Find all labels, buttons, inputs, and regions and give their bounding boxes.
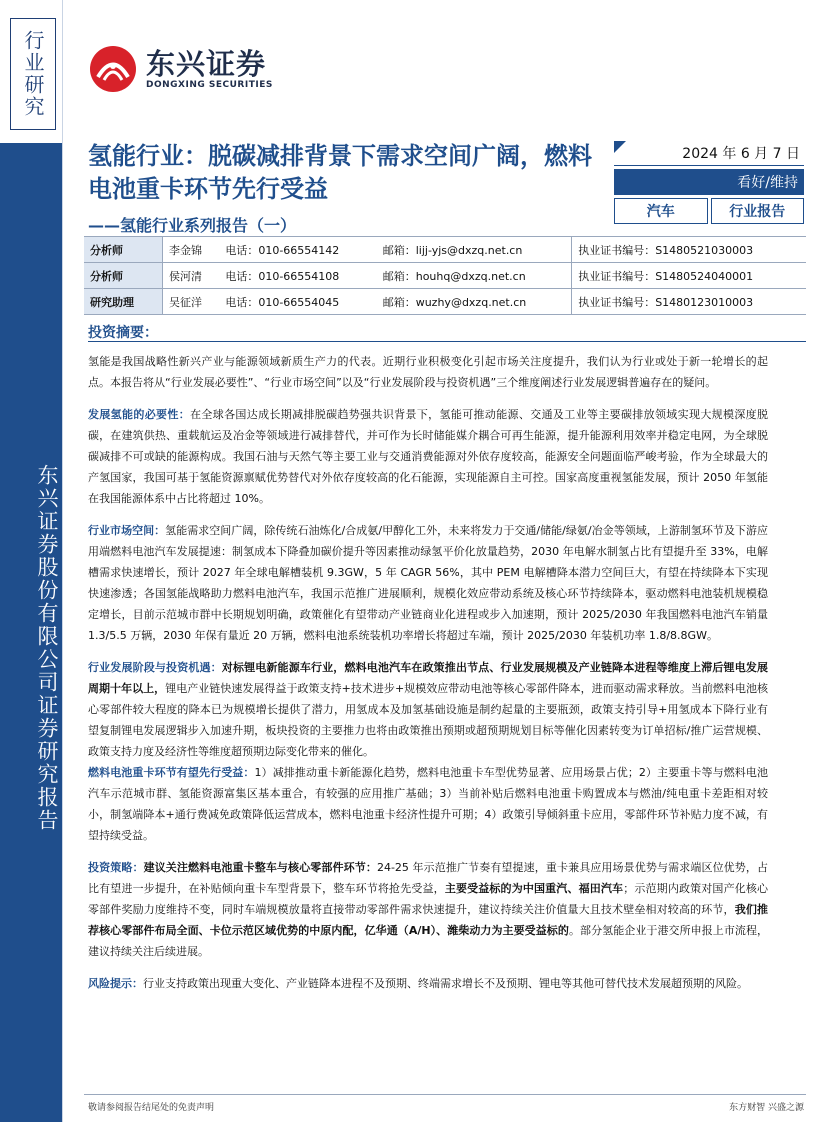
company-logo [88,44,273,94]
logo-cn-text: 东兴证券 [146,47,267,81]
paragraph-emphasis: 主要受益标的为中国重汽、福田汽车 [444,882,624,895]
logo-en-text: DONGXING SECURITIES [146,80,273,90]
analyst-phone: 电话：010-66554142 [219,237,376,263]
rating-badge: 看好/维持 [614,169,804,195]
analyst-email[interactable]: 邮箱：wuzhy@dxzq.net.cn [377,289,572,315]
analyst-cert: 执业证书编号：S1480123010003 [572,289,806,315]
report-type-tag: 行业报告 [711,198,805,224]
strategy-paragraph [88,857,768,962]
stage-paragraph [88,657,768,846]
paragraph-text: 1）减排推动重卡新能源化趋势，燃料电池重卡车型优势显著、应用场景占优；2）主要重卡等与燃料电池汽车示范城市群、氢能资源富集区基本重合，有较强的应用推广基础；3）当前补贴后燃料电池重卡购置成本与燃油/纯电重卡差距相对较小，制氢端降本+通行费减免政策降低运营成本，燃料电池重卡经济性提升可期；4）政策引导倾斜重卡应用，零部件环节补贴力度不减，有望持续受益。 [88,766,768,842]
abstract-body [88,351,768,1005]
market-paragraph [88,520,768,646]
report-date: 2024 年 6 月 7 日 [614,141,804,166]
analyst-role: 研究助理 [84,289,163,315]
paragraph-text: ；示范期内政策对国产化核心零部件奖励力度维持不变，同时车端规模放量将直接带动零部件需求快速提升，建议持续关注价值量大且技术壁垒相对较高的环节， [88,882,769,916]
intro-paragraph: 氢能是我国战略性新兴产业与能源领域新质生产力的代表。近期行业积极变化引起市场关注度提升，我们认为行业或处于新一轮增长的起点。本报告将从“行业发展必要性”、“行业市场空间”以及“行业发展阶段与投资机遇”三个维度阐述行业发展逻辑普遍存在的疑问。 [88,355,768,389]
footer-slogan: 东方财智 兴盛之源 [729,1103,804,1113]
industry-tag: 汽车 [614,198,708,224]
necessity-paragraph [88,404,768,509]
analyst-email[interactable]: 邮箱：lijj-yjs@dxzq.net.cn [377,237,572,263]
analyst-table [84,236,806,315]
company-report-label: 东兴证券股份有限公司证券研究报告 [0,143,62,1122]
abstract-heading: 投资摘要： [88,325,158,341]
paragraph-text: 氢能需求空间广阔，除传统石油炼化/合成氨/甲醇化工外，未来将发力于交通/储能/绿氨/冶金等领域，上游制氢环节及下游应用端燃料电池汽车发展提速：制氢成本下降叠加碳价提升等因素推动绿氢平价化放量趋势，2030 年电解水制氢占比有望提升至 33%，电解槽需求快速增长，预计 2027 年全球电解槽装机 9.3GW，5 年 CAGR 56%，其中 PEM 电解槽降本潜力空间巨大，有望在持续降本下实现快速渗透；各国氢能战略助力燃料电池汽车，我国示范推广进展顺利，规模化效应带动系统及核心环节持续降本，驱动燃料电池装机规模稳定增长，目前示范城市群中长期规划明确，政策催化有望带动产业链商业化进程或步入加速期，预计 2025/2030 年我国燃料电池汽车销量 1.3/5.5 万辆，2030 年保有量近 20 万辆，燃料电池系统装机功率增长将超过车端，预计 2025/2030 年装机功率 1.8/8.8GW。 [88,524,769,642]
footer-divider [84,1094,806,1095]
paragraph-emphasis: 建议关注燃料电池重卡整车与核心零部件环节： [143,861,377,874]
corner-triangle [614,141,626,153]
abstract-divider [88,341,806,342]
paragraph-emphasis: 对标锂电新能源车行业，燃料电池汽车在政策推出节点、行业发展规模及产业链降本进程等维度上滞后锂电发展周期十年以上， [88,661,769,695]
analyst-phone: 电话：010-66554108 [219,263,376,289]
category-label: 行业研究 [10,18,56,130]
analyst-cert: 执业证书编号：S1480521030003 [572,237,806,263]
analyst-name: 李金锦 [163,237,220,263]
report-title: 氢能行业：脱碳减排背景下需求空间广阔，燃料电池重卡环节先行受益 [88,142,592,203]
paragraph-text: 锂电产业链快速发展得益于政策支持+技术进步+规模效应带动电池等核心零部件降本，进而驱动需求释放。当前燃料电池核心零部件较大程度的降本已为规模增长提供了潜力，用氢成本及加氢基础设施是制约起量的主要瓶颈，政策支持引导+用氢成本下降行业有望复制锂电发展逻辑步入加速升期，板块投资的主要推力也将由政策推出预期或超预期规划目标等催化因素转变为订单招标/推广运营规模、政策支持力度及经济性等维度超预期边际变化带来的催化。 [88,682,769,758]
analyst-role: 分析师 [84,237,163,263]
analyst-cert: 执业证书编号：S1480524040001 [572,263,806,289]
paragraph-text: 在全球各国达成长期减排脱碳趋势强共识背景下，氢能可推动能源、交通及工业等主要碳排放领域实现大规模深度脱碳，在建筑供热、重载航运及冶金等领域进行减排替代，并可作为长时储能媒介耦合可再生能源，提升能源利用效率并稳定电网，为全球脱碳减排不可或缺的能源构成。我国石油与天然气等主要工业与交通消费能源对外依存度较高，能源安全问题面临严峻考验，作为全球最大的产氢国家，我国可基于氢能资源禀赋优势替代对外依存度较高的化石能源，实现能源自主可控。国家高度重视氢能发展，预计 2050 年氢能在我国能源体系中占比将超过 10%。 [88,408,769,505]
paragraph-label: 行业发展阶段与投资机遇： [88,661,222,674]
paragraph-label: 发展氢能的必要性： [88,408,191,421]
paragraph-text: 行业支持政策出现重大变化、产业链降本进程不及预期、终端需求增长不及预期、锂电等其他可替代技术发展超预期的风险。 [143,977,748,990]
table-row [84,237,806,263]
dongxing-logo-icon [88,44,138,94]
analyst-phone: 电话：010-66554045 [219,289,376,315]
paragraph-text: 24-25 年示范推广节奏有望提速，重卡兼具应用场景优势与需求端区位优势，占比有望进一步提升，在补贴倾向重卡车型背景下，整车环节将抢先受益， [88,861,769,895]
paragraph-label: 风险提示： [88,977,143,990]
table-row [84,289,806,315]
analyst-name: 侯河清 [163,263,220,289]
paragraph-text: 。部分氢能企业于港交所申报上市流程，建议持续关注后续进展。 [88,924,769,958]
disclaimer-link[interactable]: 敬请参阅报告结尾处的免责声明 [88,1103,215,1113]
meta-box [614,141,804,224]
paragraph-label: 投资策略： [88,861,144,874]
table-row [84,263,806,289]
paragraph-label: 燃料电池重卡环节有望先行受益： [88,766,255,779]
sidebar [0,0,63,1122]
paragraph-emphasis: 我们推荐核心零部件布局全面、卡位示范区域优势的中原内配，亿华通（A/H）、潍柴动力为主要受益标的 [88,903,769,937]
analyst-email[interactable]: 邮箱：houhq@dxzq.net.cn [377,263,572,289]
risk-paragraph [88,973,768,994]
analyst-name: 吴征洋 [163,289,220,315]
analyst-role: 分析师 [84,263,163,289]
series-subtitle: ——氢能行业系列报告（一） [88,216,297,235]
paragraph-label: 行业市场空间： [88,524,166,537]
